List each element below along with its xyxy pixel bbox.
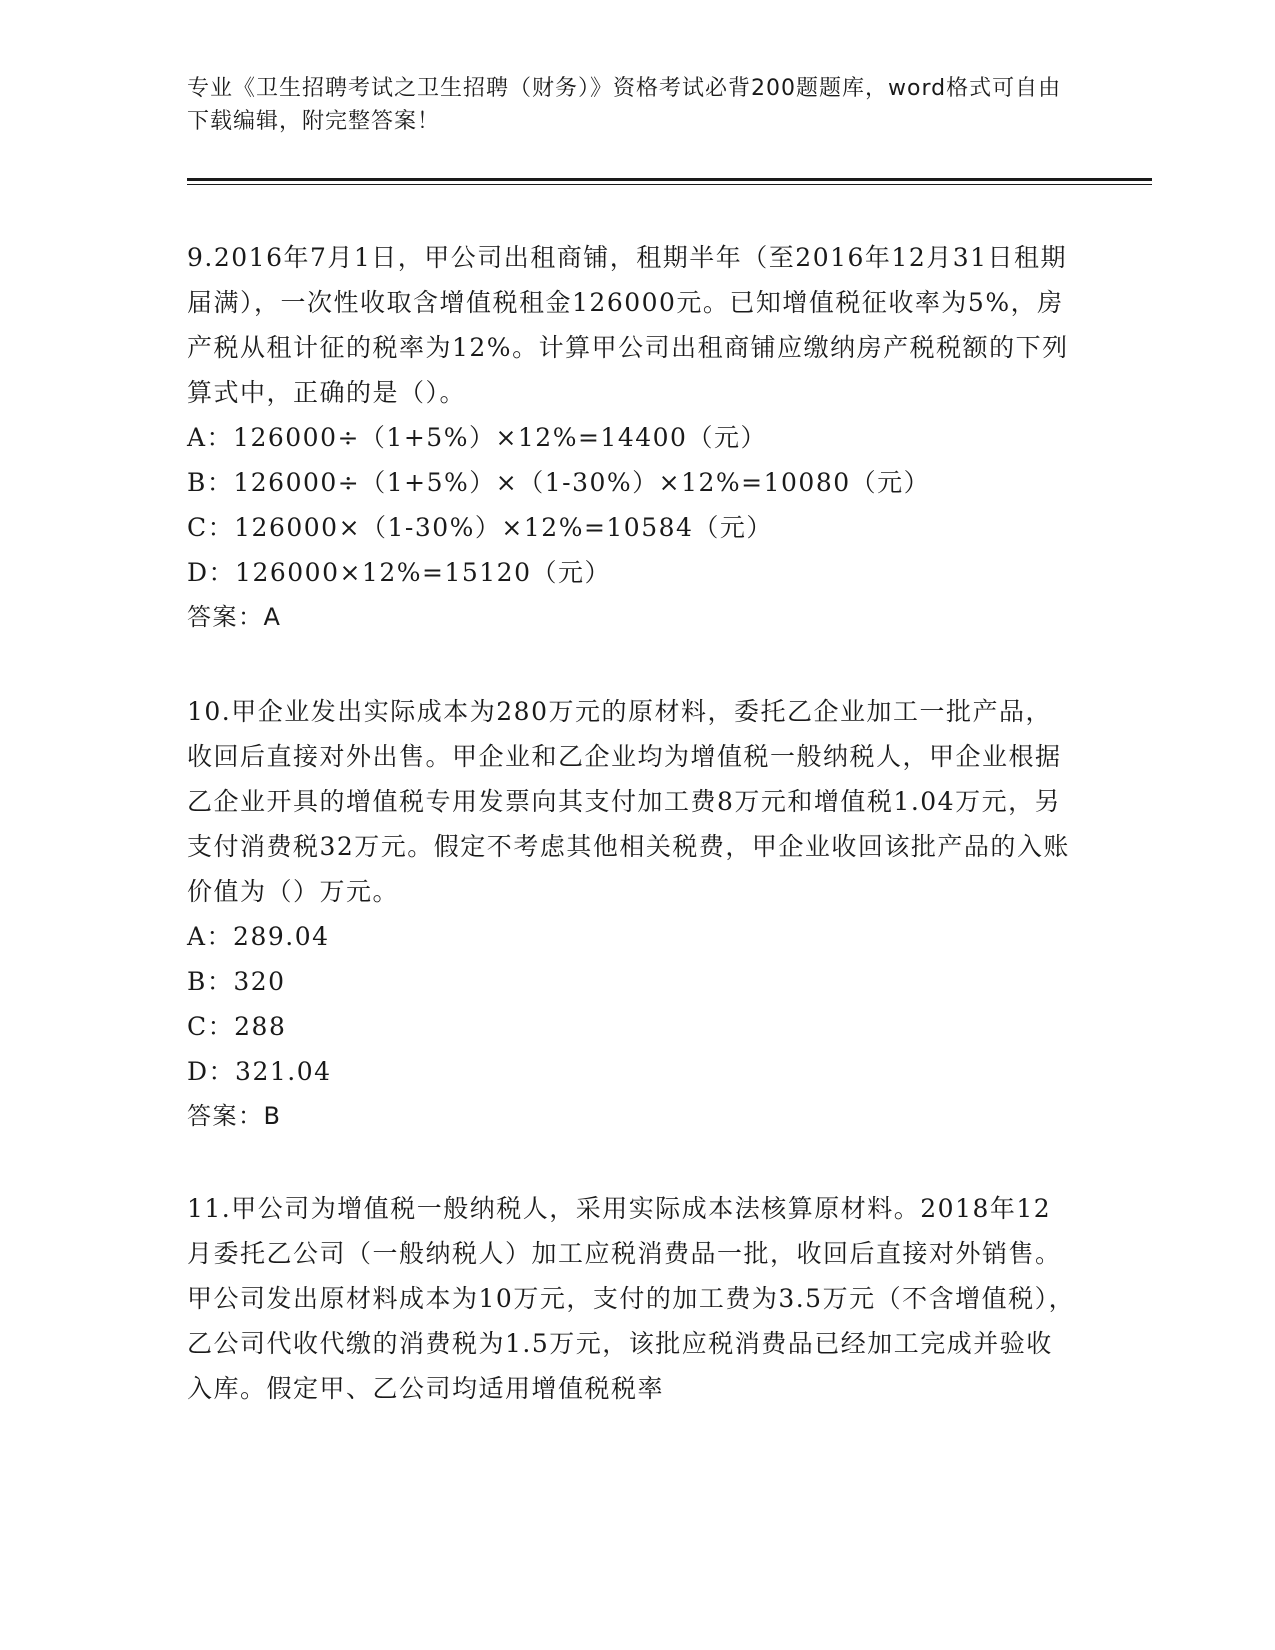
question-10 [187, 689, 1077, 1139]
option-c: C：126000×（1-30%）×12%=10584（元） [187, 513, 773, 542]
option-c: C：288 [187, 1012, 287, 1041]
option-b: B：126000÷（1+5%）×（1-30%）×12%=10080（元） [187, 468, 931, 497]
question-stem: 9.2016年7月1日，甲公司出租商铺，租期半年（至2016年12月31日租期届满），一次性收取含增值税租金126000元。已知增值税征收率为5%，房产税从租计征的税率为12%。计算甲公司出租商铺应缴纳房产税税额的下列算式中，正确的是（）。 [187, 243, 1069, 407]
option-d: D：126000×12%=15120（元） [187, 558, 611, 587]
question-9 [187, 235, 1077, 640]
question-stem: 11.甲公司为增值税一般纳税人，采用实际成本法核算原材料。2018年12月委托乙公司（一般纳税人）加工应税消费品一批，收回后直接对外销售。甲公司发出原材料成本为10万元，支付的加工费为3.5万元（不含增值税），乙公司代收代缴的消费税为1.5万元，该批应税消费品已经加工完成并验收入库。假定甲、乙公司均适用增值税税率 [187, 1194, 1076, 1403]
answer: 答案：B [187, 1102, 282, 1130]
option-d: D：321.04 [187, 1057, 332, 1086]
header-divider [187, 178, 1152, 181]
option-a: A：126000÷（1+5%）×12%=14400（元） [187, 423, 767, 452]
option-a: A：289.04 [187, 922, 330, 951]
option-b: B：320 [187, 967, 286, 996]
question-stem: 10.甲企业发出实际成本为280万元的原材料，委托乙企业加工一批产品，收回后直接对外出售。甲企业和乙企业均为增值税一般纳税人，甲企业根据乙企业开具的增值税专用发票向其支付加工费8万元和增值税1.04万元，另支付消费税32万元。假定不考虑其他相关税费，甲企业收回该批产品的入账价值为（）万元。 [187, 697, 1070, 906]
header-divider-thin [187, 184, 1152, 185]
question-11 [187, 1186, 1077, 1411]
document-header: 专业《卫生招聘考试之卫生招聘（财务）》资格考试必背200题题库，word格式可自由下载编辑，附完整答案！ [187, 76, 1062, 134]
answer: 答案：A [187, 603, 282, 631]
